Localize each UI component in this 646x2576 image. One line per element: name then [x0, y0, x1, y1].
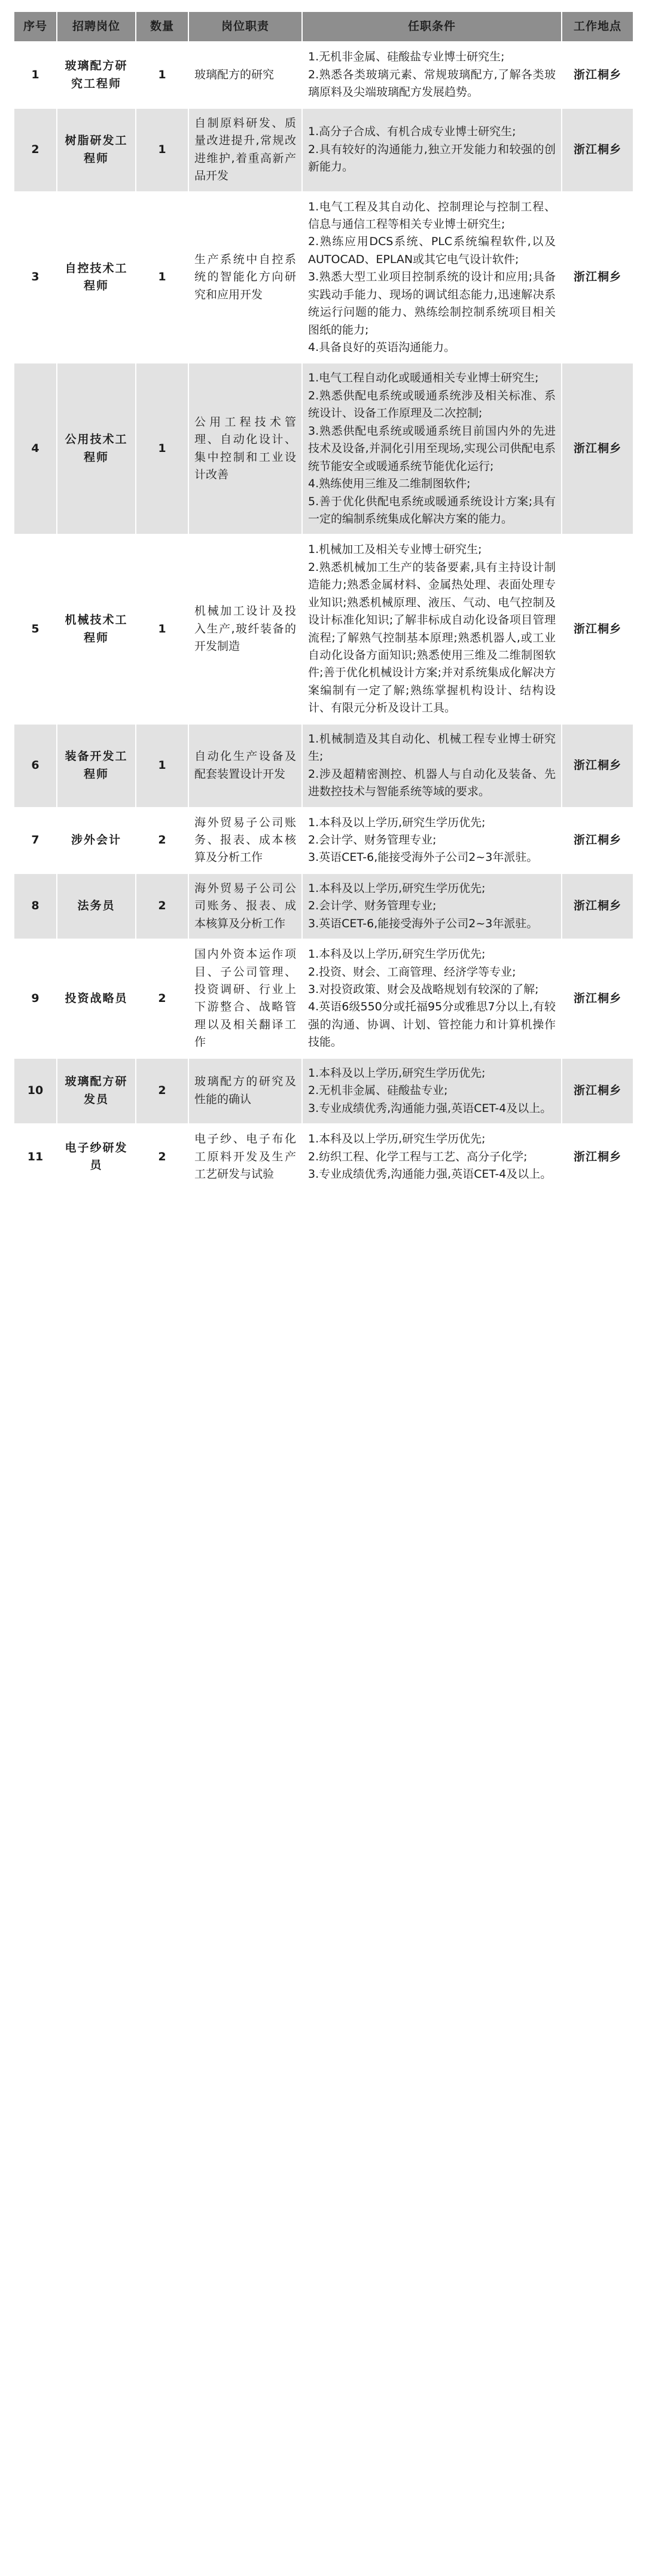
row-index: 5 — [14, 534, 57, 723]
job-listing-sheet — [0, 0, 646, 1208]
job-requirements — [302, 808, 562, 873]
requirement-line: 2.熟悉各类玻璃元素、常规玻璃配方,了解各类玻璃原料及尖端玻璃配方发展趋势。 — [308, 68, 556, 99]
requirement-line: 2.无机非金属、硅酸盐专业; — [308, 1084, 448, 1098]
requirement-line: 3.专业成绩优秀,沟通能力强,英语CET-4及以上。 — [308, 1167, 552, 1181]
requirement-line: 1.电气工程自动化或暖通相关专业博士研究生; — [308, 371, 539, 385]
requirement-line: 1.电气工程及其自动化、控制理论与控制工程、信息与通信工程等相关专业博士研究生; — [308, 200, 556, 231]
job-count: 1 — [136, 534, 188, 723]
job-location: 浙江桐乡 — [562, 808, 633, 873]
job-requirements — [302, 873, 562, 939]
table-row — [14, 873, 633, 939]
job-count: 2 — [136, 873, 188, 939]
job-location: 浙江桐乡 — [562, 724, 633, 808]
job-duty: 电子纱、电子布化工原料开发及生产工艺研发与试验 — [188, 1124, 302, 1190]
requirement-line: 2.涉及超精密测控、机器人与自动化及装备、先进数控技术与智能系统等域的要求。 — [308, 767, 556, 799]
job-count: 2 — [136, 1124, 188, 1190]
requirement-line: 2.具有较好的沟通能力,独立开发能力和较强的创新能力。 — [308, 142, 556, 174]
job-location: 浙江桐乡 — [562, 363, 633, 534]
column-header-location: 工作地点 — [562, 11, 633, 42]
row-index: 1 — [14, 42, 57, 108]
job-count: 1 — [136, 192, 188, 363]
requirement-line: 4.具备良好的英语沟通能力。 — [308, 341, 456, 354]
column-header-no: 序号 — [14, 11, 57, 42]
requirement-line: 3.英语CET-6,能接受海外子公司2~3年派驻。 — [308, 916, 538, 930]
job-requirements — [302, 363, 562, 534]
job-location: 浙江桐乡 — [562, 534, 633, 723]
job-duty: 玻璃配方的研究 — [188, 42, 302, 108]
job-location: 浙江桐乡 — [562, 108, 633, 192]
header-row — [14, 11, 633, 42]
requirement-line: 2.熟悉供配电系统或暖通系统涉及相关标准、系统设计、设备工作原理及二次控制; — [308, 389, 556, 420]
requirement-line: 2.会计学、财务管理专业; — [308, 833, 437, 847]
job-requirements — [302, 1124, 562, 1190]
job-title: 玻璃配方研究工程师 — [57, 42, 136, 108]
job-duty: 生产系统中自控系统的智能化方向研究和应用开发 — [188, 192, 302, 363]
job-duty: 玻璃配方的研究及性能的确认 — [188, 1058, 302, 1124]
requirement-line: 3.熟悉大型工业项目控制系统的设计和应用;具备实践动手能力、现场的调试组态能力,迅速解决系统运行问题的能力、熟练绘制控制系统项目相关图纸的能力; — [308, 270, 556, 337]
requirement-line: 2.熟悉机械加工生产的装备要素,具有主持设计制造能力;熟悉金属材料、金属热处理、表面处理专业知识;熟悉机械原理、液压、气动、电气控制及设计标准化知识;了解非标成自动化设备项目管理流程;了解熟气控制基本原理;熟悉机器人,或工业自动化设备方面知识;熟悉使用三维及二维制图软件;善于优化机械设计方案;并对系统集成化解决方案编制有一定了解;熟练掌握机构设计、结构设计、有限元分析及设计工具。 — [308, 560, 556, 715]
job-count: 1 — [136, 363, 188, 534]
requirement-line: 2.熟练应用DCS系统、PLC系统编程软件,以及AUTOCAD、EPLAN或其它电气设计软件; — [308, 235, 556, 266]
row-index: 11 — [14, 1124, 57, 1190]
job-requirements — [302, 724, 562, 808]
requirement-line: 3.熟悉供配电系统或暖通系统目前国内外的先进技术及设备,并洞化引用至现场,实现公司供配电系统节能安全或暖通系统节能优化运行; — [308, 424, 556, 473]
table-row — [14, 1124, 633, 1190]
column-header-duty: 岗位职责 — [188, 11, 302, 42]
job-duty: 自制原料研发、质量改进提升,常规改进维护,着重高新产品开发 — [188, 108, 302, 192]
job-duty: 海外贸易子公司公司账务、报表、成本核算及分析工作 — [188, 873, 302, 939]
table-row — [14, 939, 633, 1058]
requirement-line: 2.投资、财会、工商管理、经济学等专业; — [308, 965, 516, 979]
requirement-line: 2.纺织工程、化学工程与工艺、高分子化学; — [308, 1150, 528, 1163]
row-index: 4 — [14, 363, 57, 534]
job-title: 法务员 — [57, 873, 136, 939]
job-duty: 机械加工设计及投入生产,玻纤装备的开发制造 — [188, 534, 302, 723]
job-requirements — [302, 42, 562, 108]
requirement-line: 5.善于优化供配电系统或暖通系统设计方案;具有一定的编制系统集成化解决方案的能力。 — [308, 494, 556, 525]
job-title: 电子纱研发员 — [57, 1124, 136, 1190]
requirement-line: 1.机械加工及相关专业博士研究生; — [308, 543, 482, 557]
row-index: 2 — [14, 108, 57, 192]
requirement-line: 2.会计学、财务管理专业; — [308, 899, 437, 913]
table-row — [14, 108, 633, 192]
job-requirements — [302, 108, 562, 192]
table-header — [14, 11, 633, 42]
requirement-line: 1.本科及以上学历,研究生学历优先; — [308, 815, 486, 829]
job-location: 浙江桐乡 — [562, 939, 633, 1058]
job-requirements — [302, 192, 562, 363]
table-row — [14, 363, 633, 534]
job-requirements — [302, 534, 562, 723]
requirement-line: 1.本科及以上学历,研究生学历优先; — [308, 948, 486, 961]
job-title: 公用技术工程师 — [57, 363, 136, 534]
requirement-line: 4.英语6级550分或托福95分或雅思7分以上,有较强的沟通、协调、计划、管控能力和计算机操作技能。 — [308, 1000, 556, 1049]
table-body — [14, 42, 633, 1190]
job-count: 2 — [136, 808, 188, 873]
job-count: 1 — [136, 108, 188, 192]
job-location: 浙江桐乡 — [562, 1058, 633, 1124]
requirement-line: 1.无机非金属、硅酸盐专业博士研究生; — [308, 50, 505, 64]
requirement-line: 1.本科及以上学历,研究生学历优先; — [308, 1066, 486, 1080]
job-requirements — [302, 939, 562, 1058]
job-count: 2 — [136, 1058, 188, 1124]
row-index: 8 — [14, 873, 57, 939]
job-count: 1 — [136, 42, 188, 108]
job-title: 装备开发工程师 — [57, 724, 136, 808]
job-duty: 自动化生产设备及配套装置设计开发 — [188, 724, 302, 808]
job-location: 浙江桐乡 — [562, 1124, 633, 1190]
job-count: 2 — [136, 939, 188, 1058]
row-index: 3 — [14, 192, 57, 363]
job-requirements — [302, 1058, 562, 1124]
requirement-line: 1.机械制造及其自动化、机械工程专业博士研究生; — [308, 732, 556, 763]
row-index: 9 — [14, 939, 57, 1058]
requirement-line: 3.对投资政策、财会及战略规划有较深的了解; — [308, 983, 539, 996]
table-row — [14, 1058, 633, 1124]
job-duty: 国内外资本运作项目、子公司管理、投资调研、行业上下游整合、战略管理以及相关翻译工作 — [188, 939, 302, 1058]
table-row — [14, 534, 633, 723]
table-row — [14, 42, 633, 108]
row-index: 7 — [14, 808, 57, 873]
requirement-line: 4.熟练使用三维及二维制图软件; — [308, 477, 471, 491]
row-index: 6 — [14, 724, 57, 808]
table-row — [14, 724, 633, 808]
job-duty: 海外贸易子公司账务、报表、成本核算及分析工作 — [188, 808, 302, 873]
recruitment-table — [13, 11, 634, 1190]
requirement-line: 1.本科及以上学历,研究生学历优先; — [308, 1132, 486, 1146]
job-title: 机械技术工程师 — [57, 534, 136, 723]
job-location: 浙江桐乡 — [562, 42, 633, 108]
requirement-line: 1.本科及以上学历,研究生学历优先; — [308, 881, 486, 895]
column-header-requirements: 任职条件 — [302, 11, 562, 42]
job-location: 浙江桐乡 — [562, 873, 633, 939]
job-title: 投资战略员 — [57, 939, 136, 1058]
table-row — [14, 808, 633, 873]
column-header-count: 数量 — [136, 11, 188, 42]
job-title: 涉外会计 — [57, 808, 136, 873]
requirement-line: 3.专业成绩优秀,沟通能力强,英语CET-4及以上。 — [308, 1101, 552, 1115]
job-title: 玻璃配方研发员 — [57, 1058, 136, 1124]
requirement-line: 3.英语CET-6,能接受海外子公司2~3年派驻。 — [308, 851, 538, 864]
job-title: 自控技术工程师 — [57, 192, 136, 363]
job-count: 1 — [136, 724, 188, 808]
row-index: 10 — [14, 1058, 57, 1124]
job-title: 树脂研发工程师 — [57, 108, 136, 192]
column-header-post: 招聘岗位 — [57, 11, 136, 42]
job-location: 浙江桐乡 — [562, 192, 633, 363]
table-row — [14, 192, 633, 363]
job-duty: 公用工程技术管理、自动化设计、集中控制和工业设计改善 — [188, 363, 302, 534]
requirement-line: 1.高分子合成、有机合成专业博士研究生; — [308, 125, 516, 139]
